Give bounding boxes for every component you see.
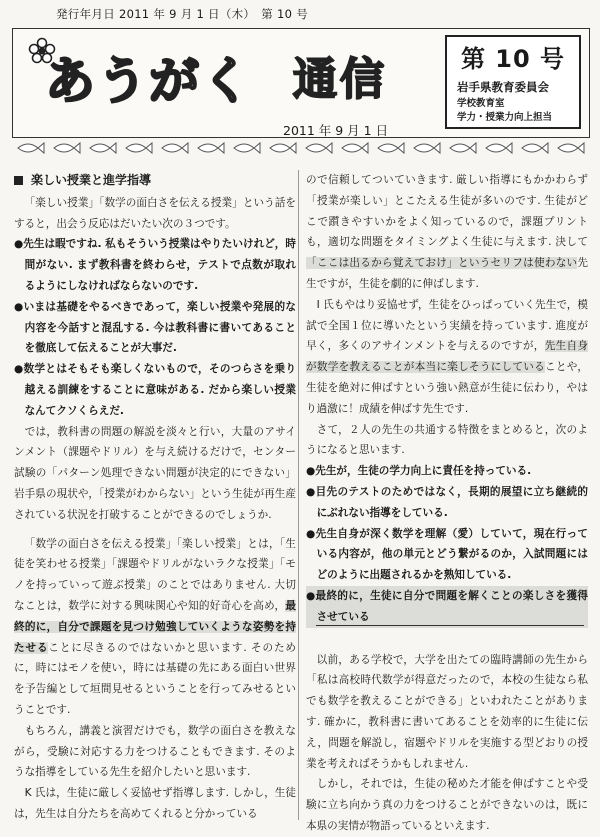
right-paragraph-1	[306, 170, 588, 295]
right-paragraph-2a: I 氏もやはり妥協せず，生徒をひっぱっていく先生で，模試で全国１位に導いたという実績を持っています. 進度が早く，多くのアサインメントを与えるのですが，	[306, 298, 588, 353]
left-paragraph-4: もちろん，講義と演習だけでも，数学の面白さを教えながら，受験に対応する力をつけることもできます. そのような指導をしている先生を紹介したいと思います.	[14, 724, 296, 779]
badge-unit: 学力・授業力向上担当	[457, 112, 553, 123]
right-paragraph-1a: ので信頼してついていきます. 厳しい指導にもかかわらず「授業が楽しい」とこたえる生徒が多いのです. 生徒がどこで躓きやすいかをよく知っているので，課題プリントも，適切な問題をタイミングよく生徒に与えます. 決して	[306, 174, 588, 249]
logo	[25, 39, 435, 109]
badge-dept: 学校教育室	[457, 98, 505, 109]
badge-number: 第 10 号	[460, 45, 566, 73]
right-paragraph-4: 以前，ある学校で，大学を出たての臨時講師の先生から「私は高校時代数学が得意だったので，本校の生徒なら私でも数学を教えることができる」といわれたことがあります. 確かに，教科書に書いてあることを効率的に生徒に伝え，問題を解説し，宿題やドリルを実施する型どおりの授業を考えればそうかもしれません.	[306, 653, 588, 770]
right-column	[306, 170, 588, 837]
square-bullet-icon	[14, 176, 23, 185]
fish-border-decoration	[14, 138, 586, 158]
right-bullet-1: ●先生が，生徒の学力向上に責任を持っている.	[306, 465, 532, 478]
column-divider	[298, 170, 299, 820]
left-paragraph-2: では，教科書の問題の解説を淡々と行い，大量のアサインメント（課題やドリル）を与え続けるだけで，センター試験の「パターン処理できない問題が決定的にできない」岩手県の現状や，「授業がわからない」という生徒が再生産されている状況を打破することができるのでしょうか.	[14, 425, 296, 521]
highlight-phrase: 最終的に，自分で課題を見つけ勉強していくような姿勢を持たせる	[14, 599, 296, 654]
article-heading	[14, 170, 296, 191]
left-paragraph-5: K 氏は，生徒に厳しく妥協せず指導します. しかし，生徒は，先生は自分たちを高めてくれると分かっている	[14, 787, 296, 820]
right-paragraph-3: さて，２人の先生の共通する特徴をまとめると，次のようになると思います.	[306, 423, 588, 457]
left-paragraph-3	[14, 534, 296, 721]
left-paragraph-1: 「楽しい授業」「数学の面白さを伝える授業」という話をすると，出会う反応はだいたい次の３つです。	[14, 196, 296, 230]
logo-left-text: あうがく	[45, 52, 253, 110]
masthead-date: 2011 年 9 月 1 日	[283, 123, 389, 138]
issue-line: 発行年月日 2011 年 9 月 1 日（木） 第 10 号	[56, 7, 309, 21]
left-column	[14, 170, 296, 825]
left-bullet-2: ●いまは基礎をやるべきであって，楽しい授業や発展的な内容を今話すと混乱する. 今は教科書に書いてあることを徹底して伝えることが大事だ.	[14, 300, 296, 355]
left-paragraph-3a: 「数学の面白さを伝える授業」「楽しい授業」とは，「生徒を笑わせる授業」「課題やドリルがないラクな授業」「モノを持っていって遊ぶ授業」のことではありません. 大切なことは，数学に対する興味関心や知的好奇心を高め，	[14, 537, 296, 612]
article-heading-text: 楽しい授業と進学指導	[31, 173, 152, 187]
left-paragraph-3b: ことに尽きるのではないかと思います. そのために，時にはモノを使い，時には基礎の先にある面白い世界を予告編として垣間見せるということを行ってみせるということです.	[14, 641, 297, 716]
section-separator	[316, 625, 584, 626]
right-bullet-4: ●最終的に，生徒に自分で問題を解くことの楽しさを獲得させている	[306, 586, 588, 628]
issue-badge	[445, 35, 581, 129]
logo-right-text: 通信	[293, 54, 387, 105]
right-paragraph-5: しかし，それでは，生徒の秘めた才能を伸ばすことや受験に立ち向かう真の力をつけることができないのは，既に本県の実情が物語っているといえます.	[306, 778, 588, 832]
left-bullet-3: ●数学とはそもそも楽しくないもので，そのつらさを乗り越える訓練をすることに意味がある. だから楽しい授業なんてクソくらえだ.	[14, 363, 296, 417]
right-paragraph-2	[306, 295, 588, 420]
masthead	[12, 28, 590, 138]
right-paragraph-1b: 先生ですが，生徒を劇的に伸ばします.	[306, 257, 588, 290]
right-bullet-3: ●先生自身が深く数学を理解（愛）していて，現在行っている内容が，他の単元とどう繋がるのか，入試問題にはどのように出題されるかを熟知している.	[306, 527, 588, 582]
right-paragraph-2b: ことや，生徒を絶対に伸ばすという強い熱意が生徒に伝わり，やはり過激に！成績を伸ばす先生です.	[306, 361, 588, 415]
highlight-phrase: 「ここは出るから覚えておけ」というセリフは使わない	[306, 257, 578, 270]
left-bullet-1: ●先生は暇ですね. 私もそういう授業はやりたいけれど，時間がない. まず教科書を終わらせ，テストで点数が取れるようにしなければならないのです.	[14, 238, 296, 292]
highlight-phrase: 先生自身が数学を教えることが本当に楽しそうにしている	[306, 340, 589, 374]
right-bullet-2: ●目先のテストのためではなく，長期的展望に立ち継続的にぶれない指導をしている.	[306, 485, 588, 519]
badge-org: 岩手県教育委員会	[457, 80, 549, 94]
